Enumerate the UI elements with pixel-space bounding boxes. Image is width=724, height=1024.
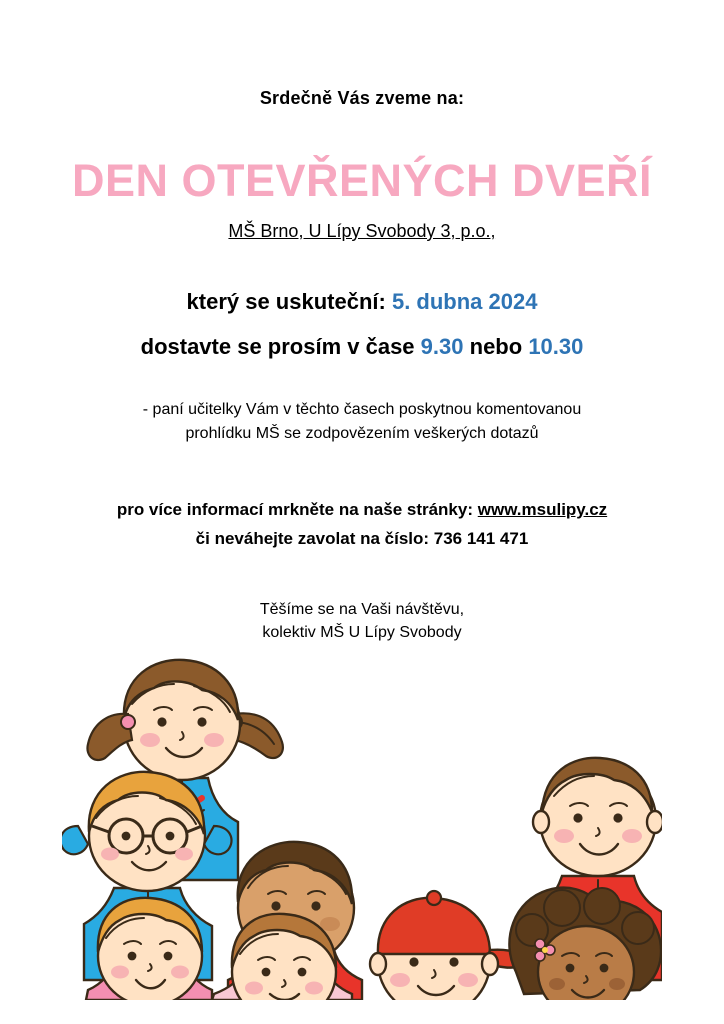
- closing-block: [0, 598, 724, 644]
- event-date-line: [0, 289, 724, 315]
- time-conjunction: nebo: [469, 334, 523, 359]
- website-link[interactable]: www.msulipy.cz: [477, 500, 608, 519]
- website-line: [0, 500, 724, 520]
- phone-line: či neváhejte zavolat na číslo: 736 141 471: [195, 529, 529, 548]
- school-name: [0, 221, 724, 242]
- tour-note-line-2: prohlídku MŠ se zodpovězením veškerých dotazů: [185, 425, 539, 442]
- event-date: 5. dubna 2024: [391, 289, 538, 314]
- closing-line-1: Těšíme se na Vaši návštěvu,: [259, 601, 465, 618]
- tour-note-line-1: - paní učitelky Vám v těchto časech poskytnou komentovanou: [142, 401, 582, 418]
- event-time-second: 10.30: [528, 334, 584, 359]
- school-name-text: MŠ Brno, U Lípy Svobody 3, p.o.,: [228, 221, 496, 241]
- closing-line-2: kolektiv MŠ U Lípy Svobody: [262, 624, 462, 642]
- children-faces-illustration: [62, 650, 662, 1000]
- website-label: pro více informací mrkněte na naše stránky:: [116, 500, 474, 519]
- event-time-first: 9.30: [420, 334, 464, 359]
- event-time-line: [0, 334, 724, 360]
- invite-line: Srdečně Vás zveme na:: [259, 88, 465, 108]
- page-title: DEN OTEVŘENÝCH DVEŘÍ: [71, 155, 653, 206]
- tour-note: [0, 398, 724, 446]
- when-label: který se uskuteční:: [186, 289, 386, 314]
- child-boy-red-cap: [370, 891, 528, 1000]
- time-label: dostavte se prosím v čase: [140, 334, 415, 359]
